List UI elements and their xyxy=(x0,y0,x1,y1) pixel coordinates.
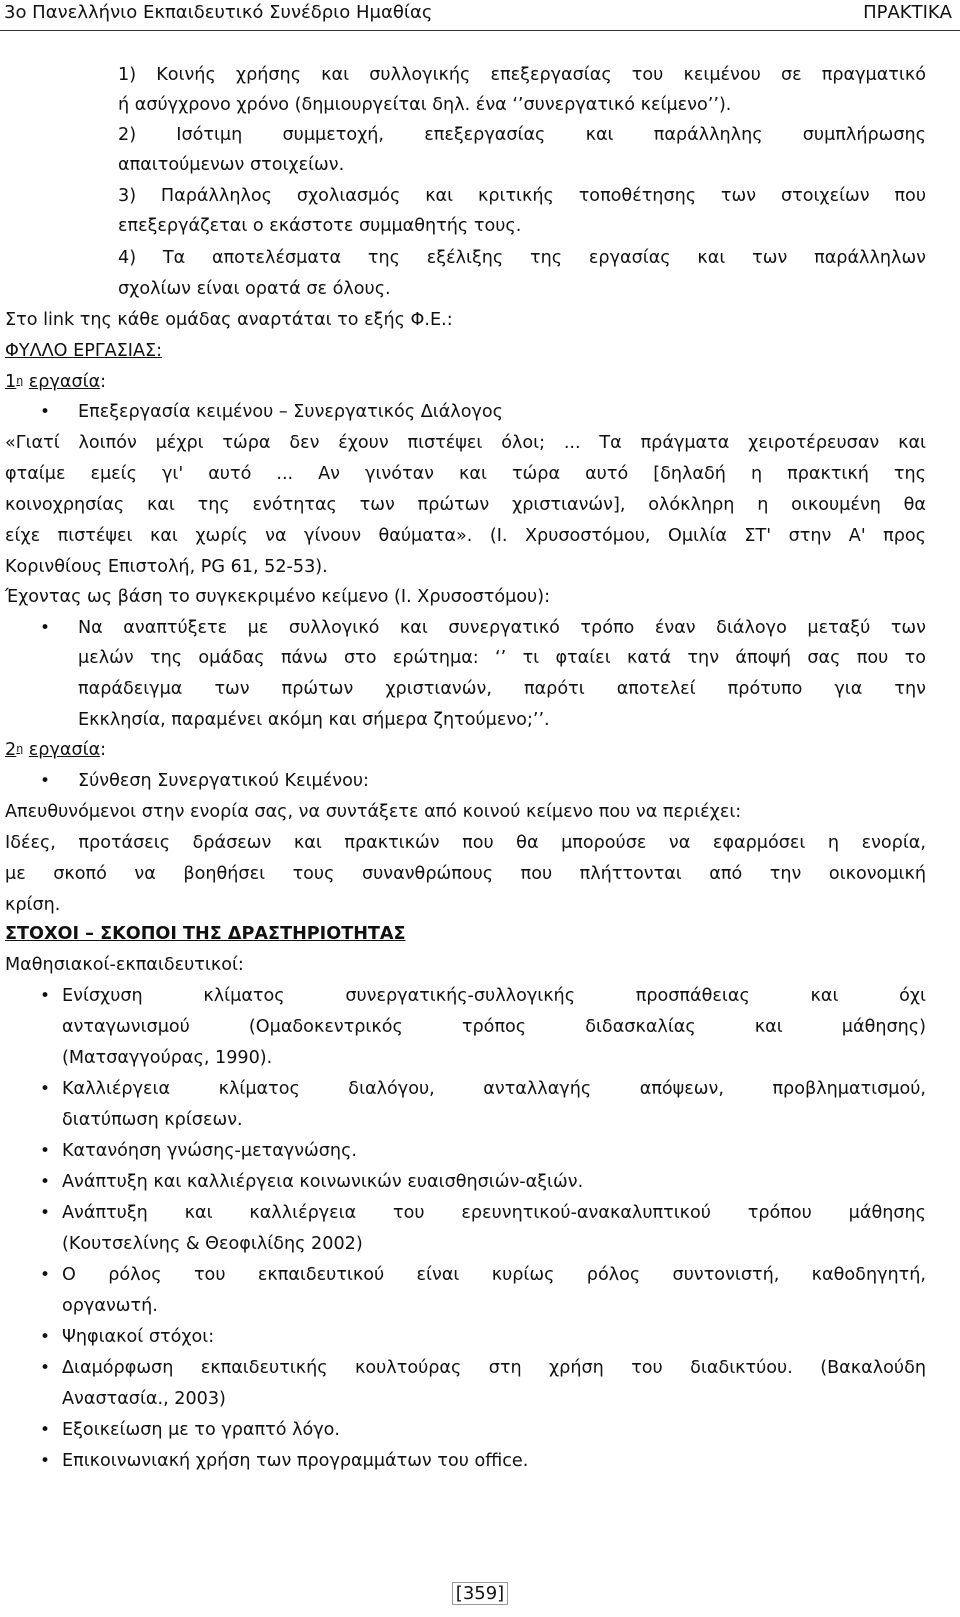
text-line: οργανωτή. xyxy=(62,1296,158,1316)
task-label: εργασία xyxy=(28,740,101,760)
text-line: Επεξεργασία κειμένου – Συνεργατικός Διάλογος xyxy=(78,402,503,422)
text-line: ανταγωνισμού (Ομαδοκεντρικός τρόπος διδασκαλίας και μάθησης) xyxy=(62,1017,926,1037)
bullet-icon: • xyxy=(40,1172,51,1192)
bullet-icon: • xyxy=(40,1358,51,1378)
text-line: Ενίσχυση κλίματος συνεργατικής-συλλογικής προσπάθειας και όχι xyxy=(62,986,926,1006)
task-ordinal: η xyxy=(16,742,24,755)
objectives-heading: ΣΤΟΧΟΙ – ΣΚΟΠΟΙ ΤΗΣ ΔΡΑΣΤΗΡΙΟΤΗΤΑΣ xyxy=(5,924,406,944)
running-header xyxy=(0,0,960,31)
text-line: ή ασύγχρονο χρόνο (δημιουργείται δηλ. ένα ‘’συνεργατικό κείμενο’’). xyxy=(118,95,732,115)
text-line: Ανάπτυξη και καλλιέργεια του ερευνητικού-ανακαλυπτικού τρόπου μάθησης xyxy=(62,1203,926,1223)
text-line: Σύνθεση Συνεργατικού Κειμένου: xyxy=(78,771,369,791)
bullet-icon: • xyxy=(40,1141,51,1161)
text-line: Εξοικείωση με το γραπτό λόγο. xyxy=(62,1420,341,1440)
text-line: κοινοχρησίας και της ενότητας των πρώτων χριστιανών], ολόκληρη η οικουμένη θα xyxy=(5,495,926,515)
text-line: απαιτούμενων στοιχείων. xyxy=(118,155,345,175)
text-line: Έχοντας ως βάση το συγκεκριμένο κείμενο (Ι. Χρυσοστόμου): xyxy=(5,587,551,607)
text-line: «Γιατί λοιπόν μέχρι τώρα δεν έχουν πιστέψει όλοι; ... Τα πράγματα χειροτέρευσαν και xyxy=(5,433,926,453)
text-line: Καλλιέργεια κλίματος διαλόγου, ανταλλαγής απόψεων, προβληματισμού, xyxy=(62,1079,926,1099)
page-number-label: [359] xyxy=(452,1582,508,1605)
text-line: κρίση. xyxy=(5,895,61,915)
text-line: Μαθησιακοί-εκπαιδευτικοί: xyxy=(5,955,244,975)
bullet-icon: • xyxy=(40,1265,51,1285)
text-line: Να αναπτύξετε με συλλογικό και συνεργατικό τρόπο έναν διάλογο μεταξύ των xyxy=(78,618,926,638)
task-colon: : xyxy=(100,740,107,760)
text-line: Διαμόρφωση εκπαιδευτικής κουλτούρας στη χρήση του διαδικτύου. (Βακαλούδη xyxy=(62,1358,926,1378)
bullet-icon: • xyxy=(40,986,51,1006)
bullet-icon: • xyxy=(40,1203,51,1223)
bullet-icon: • xyxy=(40,1420,51,1440)
text-line: σχολίων είναι ορατά σε όλους. xyxy=(118,279,391,299)
task-number: 1 xyxy=(5,372,17,392)
text-line: φταίμε εμείς γι' αυτό ... Αν γινόταν και τώρα αυτό [δηλαδή η πρακτική της xyxy=(5,464,926,484)
text-line: παράδειγμα των πρώτων χριστιανών, παρότι αποτελεί πρότυπο για την xyxy=(78,679,926,699)
bullet-icon: • xyxy=(40,1451,51,1471)
text-line: (Ματσαγγούρας, 1990). xyxy=(62,1048,273,1068)
bullet-icon: • xyxy=(40,402,51,422)
text-line: 3) Παράλληλος σχολιασμός και κριτικής τοποθέτησης των στοιχείων που xyxy=(118,186,926,206)
text-line: επεξεργάζεται ο εκάστοτε συμμαθητής τους. xyxy=(118,216,522,236)
text-line: Ψηφιακοί στόχοι: xyxy=(62,1327,215,1347)
text-line: Ο ρόλος του εκπαιδευτικού είναι κυρίως ρόλος συντονιστή, καθοδηγητή, xyxy=(62,1265,926,1285)
text-line: με σκοπό να βοηθήσει τους συνανθρώπους που πλήττονται από την οικονομική xyxy=(5,864,926,884)
text-line: διατύπωση κρίσεων. xyxy=(62,1110,243,1130)
task-label: εργασία xyxy=(28,372,101,392)
text-line: Επικοινωνιακή χρήση των προγραμμάτων του office. xyxy=(62,1451,529,1471)
text-line: 2) Ισότιμη συμμετοχή, επεξεργασίας και παράλληλης συμπλήρωσης xyxy=(118,125,926,145)
bullet-icon: • xyxy=(40,771,51,791)
text-line: (Κουτσελίνης & Θεοφιλίδης 2002) xyxy=(62,1234,363,1254)
page-number xyxy=(0,1583,960,1604)
text-line: 1) Κοινής χρήσης και συλλογικής επεξεργασίας του κειμένου σε πραγματικό xyxy=(118,65,926,85)
text-line: είχε πιστέψει και χωρίς να γίνουν θαύματα». (Ι. Χρυσοστόμου, Ομιλία ΣΤ' στην Α' προς xyxy=(5,526,926,546)
task-number: 2 xyxy=(5,740,17,760)
text-line: Απευθυνόμενοι στην ενορία σας, να συντάξετε από κοινού κείμενο που να περιέχει: xyxy=(5,802,742,822)
text-line: Στο link της κάθε ομάδας αναρτάται το εξής Φ.Ε.: xyxy=(5,310,453,330)
bullet-icon: • xyxy=(40,1079,51,1099)
text-line: Κατανόηση γνώσης-μεταγνώσης. xyxy=(62,1141,357,1161)
bullet-icon: • xyxy=(40,618,51,638)
text-line: Αναστασία., 2003) xyxy=(62,1389,226,1409)
task-2-heading xyxy=(5,735,106,766)
task-ordinal: η xyxy=(16,374,24,387)
task-1-heading xyxy=(5,367,106,398)
proceedings-label: ΠΡΑΚΤΙΚΑ xyxy=(863,2,952,23)
text-line: μελών της ομάδας πάνω στο ερώτημα: ‘’ τι φταίει κατά την άποψή σας που το xyxy=(78,648,926,668)
text-line: Ιδέες, προτάσεις δράσεων και πρακτικών που θα μπορούσε να εφαρμόσει η ενορία, xyxy=(5,833,926,853)
task-colon: : xyxy=(100,372,107,392)
text-line: Ανάπτυξη και καλλιέργεια κοινωνικών ευαισθησιών-αξιών. xyxy=(62,1172,584,1192)
bullet-icon: • xyxy=(40,1327,51,1347)
text-line: 4) Τα αποτελέσματα της εξέλιξης της εργασίας και των παράλληλων xyxy=(118,248,926,268)
conference-title: 3ο Πανελλήνιο Εκπαιδευτικό Συνέδριο Ημαθίας xyxy=(4,2,433,23)
worksheet-heading: ΦΥΛΛΟ ΕΡΓΑΣΙΑΣ: xyxy=(5,341,163,361)
text-line: Εκκλησία, παραμένει ακόμη και σήμερα ζητούμενο;’’. xyxy=(78,710,550,730)
text-line: Κορινθίους Επιστολή, PG 61, 52-53). xyxy=(5,557,328,577)
